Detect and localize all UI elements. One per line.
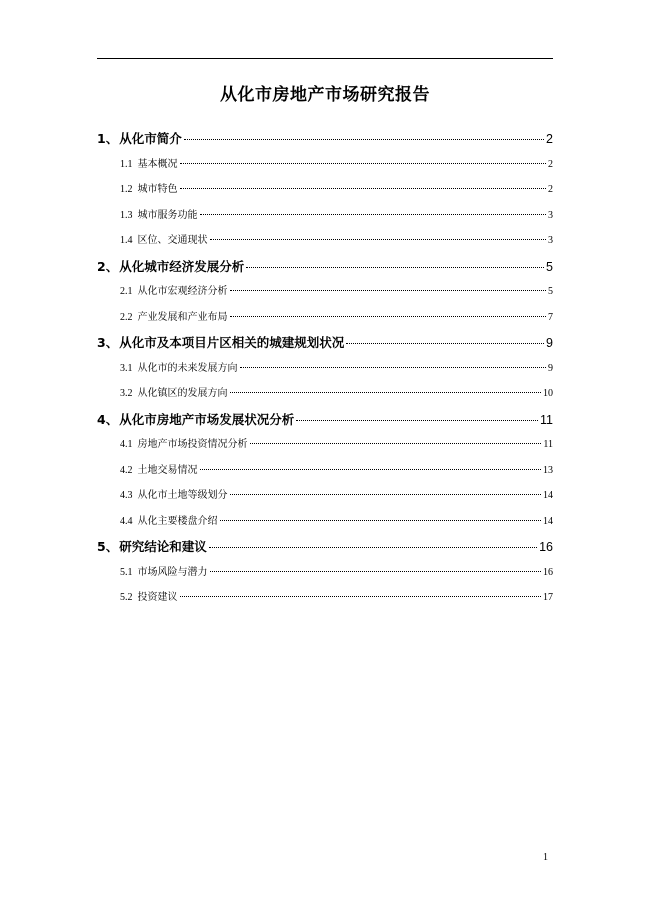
- toc-page-number: 16: [539, 540, 553, 554]
- toc-subsection-number: 5.2: [120, 592, 133, 603]
- toc-subsection-title: 土地交易情况: [137, 464, 198, 476]
- toc-subsection-title: 区位、交通现状: [137, 235, 208, 246]
- toc-subsection[interactable]: [97, 305, 553, 331]
- toc-subsection-number: 1.1: [120, 158, 133, 170]
- toc-subsection-number: 1.2: [120, 184, 133, 195]
- toc-dot-leader: [346, 343, 544, 344]
- toc-section-title: 从化市简介: [119, 131, 182, 146]
- toc-subsection[interactable]: [97, 509, 553, 535]
- toc-section-title: 从化市及本项目片区相关的城建规划状况: [119, 335, 345, 350]
- toc-subsection-number: 1.3: [120, 209, 133, 221]
- toc-dot-leader: [296, 420, 538, 421]
- toc-section[interactable]: [97, 407, 553, 433]
- toc-subsection[interactable]: [97, 585, 553, 611]
- toc-subsection-number: 4.3: [120, 490, 133, 501]
- toc-subsection-title: 从化主要楼盘介绍: [137, 515, 218, 527]
- toc-page-number: 11: [540, 412, 553, 427]
- toc-dot-leader: [210, 571, 542, 572]
- toc-section[interactable]: [97, 254, 553, 280]
- toc-section-number: 5、: [97, 539, 119, 554]
- toc-dot-leader: [246, 267, 544, 268]
- toc-page-number: 10: [543, 388, 553, 399]
- toc-subsection[interactable]: [97, 177, 553, 203]
- toc-page-number: 3: [548, 235, 553, 246]
- toc-page-number: 9: [548, 362, 553, 374]
- toc-page-number: 5: [548, 286, 553, 297]
- toc-subsection-number: 5.1: [120, 566, 133, 578]
- toc-page-number: 14: [543, 490, 553, 501]
- toc-subsection[interactable]: [97, 483, 553, 509]
- toc-dot-leader: [230, 494, 542, 495]
- toc-subsection[interactable]: [97, 203, 553, 229]
- document-title: 从化市房地产市场研究报告: [220, 85, 430, 105]
- toc-page-number: 14: [543, 515, 553, 527]
- toc-subsection-title: 从化市宏观经济分析: [137, 286, 228, 297]
- toc-subsection-number: 4.1: [120, 439, 133, 450]
- toc-dot-leader: [180, 163, 547, 164]
- toc-subsection-number: 2.1: [120, 286, 133, 297]
- toc-subsection[interactable]: [97, 458, 553, 484]
- toc-dot-leader: [200, 469, 542, 470]
- toc-subsection-title: 城市服务功能: [137, 209, 198, 221]
- table-of-contents: [97, 126, 553, 611]
- toc-section[interactable]: [97, 534, 553, 560]
- toc-subsection-title: 从化市的未来发展方向: [137, 362, 238, 374]
- toc-dot-leader: [220, 520, 542, 521]
- toc-page-number: 9: [546, 336, 553, 350]
- toc-subsection[interactable]: [97, 152, 553, 178]
- toc-subsection-title: 产业发展和产业布局: [137, 311, 228, 323]
- toc-page-number: 5: [546, 259, 553, 274]
- toc-section[interactable]: [97, 126, 553, 152]
- toc-subsection-number: 1.4: [120, 235, 133, 246]
- toc-subsection-title: 城市特色: [137, 184, 178, 195]
- toc-section-number: 4、: [97, 411, 119, 427]
- header-rule: [97, 58, 553, 59]
- toc-section-title: 从化市房地产市场发展状况分析: [119, 411, 295, 427]
- toc-subsection-number: 4.4: [120, 515, 133, 527]
- toc-dot-leader: [230, 290, 547, 291]
- toc-subsection[interactable]: [97, 356, 553, 382]
- toc-section-number: 2、: [97, 258, 119, 274]
- toc-subsection-number: 3.2: [120, 388, 133, 399]
- toc-subsection-number: 3.1: [120, 362, 133, 374]
- toc-page-number: 16: [543, 566, 553, 578]
- toc-subsection-title: 房地产市场投资情况分析: [137, 439, 248, 450]
- toc-dot-leader: [210, 239, 547, 240]
- page-number: 1: [543, 852, 548, 863]
- toc-dot-leader: [184, 139, 544, 140]
- toc-subsection[interactable]: [97, 279, 553, 305]
- toc-page-number: 2: [546, 132, 553, 146]
- toc-dot-leader: [230, 316, 547, 317]
- toc-subsection-title: 市场风险与潜力: [137, 566, 208, 578]
- toc-section-title: 研究结论和建议: [119, 539, 207, 554]
- toc-dot-leader: [230, 392, 542, 393]
- toc-section[interactable]: [97, 330, 553, 356]
- toc-subsection[interactable]: [97, 432, 553, 458]
- toc-dot-leader: [180, 188, 547, 189]
- toc-dot-leader: [180, 596, 542, 597]
- toc-page-number: 13: [543, 464, 553, 476]
- toc-dot-leader: [250, 443, 542, 444]
- toc-subsection-title: 投资建议: [137, 592, 178, 603]
- toc-dot-leader: [200, 214, 547, 215]
- toc-section-number: 1、: [97, 131, 119, 146]
- toc-page-number: 3: [548, 209, 553, 221]
- toc-subsection-number: 4.2: [120, 464, 133, 476]
- toc-subsection-number: 2.2: [120, 311, 133, 323]
- toc-subsection[interactable]: [97, 560, 553, 586]
- toc-dot-leader: [240, 367, 547, 368]
- toc-subsection-title: 从化市土地等级划分: [137, 490, 228, 501]
- toc-section-title: 从化城市经济发展分析: [119, 258, 245, 274]
- toc-section-number: 3、: [97, 335, 119, 350]
- toc-subsection[interactable]: [97, 381, 553, 407]
- toc-page-number: 2: [548, 158, 553, 170]
- toc-page-number: 11: [543, 439, 553, 450]
- toc-dot-leader: [209, 547, 537, 548]
- toc-page-number: 17: [543, 592, 553, 603]
- toc-page-number: 2: [548, 184, 553, 195]
- toc-subsection[interactable]: [97, 228, 553, 254]
- toc-subsection-title: 从化镇区的发展方向: [137, 388, 228, 399]
- toc-subsection-title: 基本概况: [137, 158, 178, 170]
- toc-page-number: 7: [548, 311, 553, 323]
